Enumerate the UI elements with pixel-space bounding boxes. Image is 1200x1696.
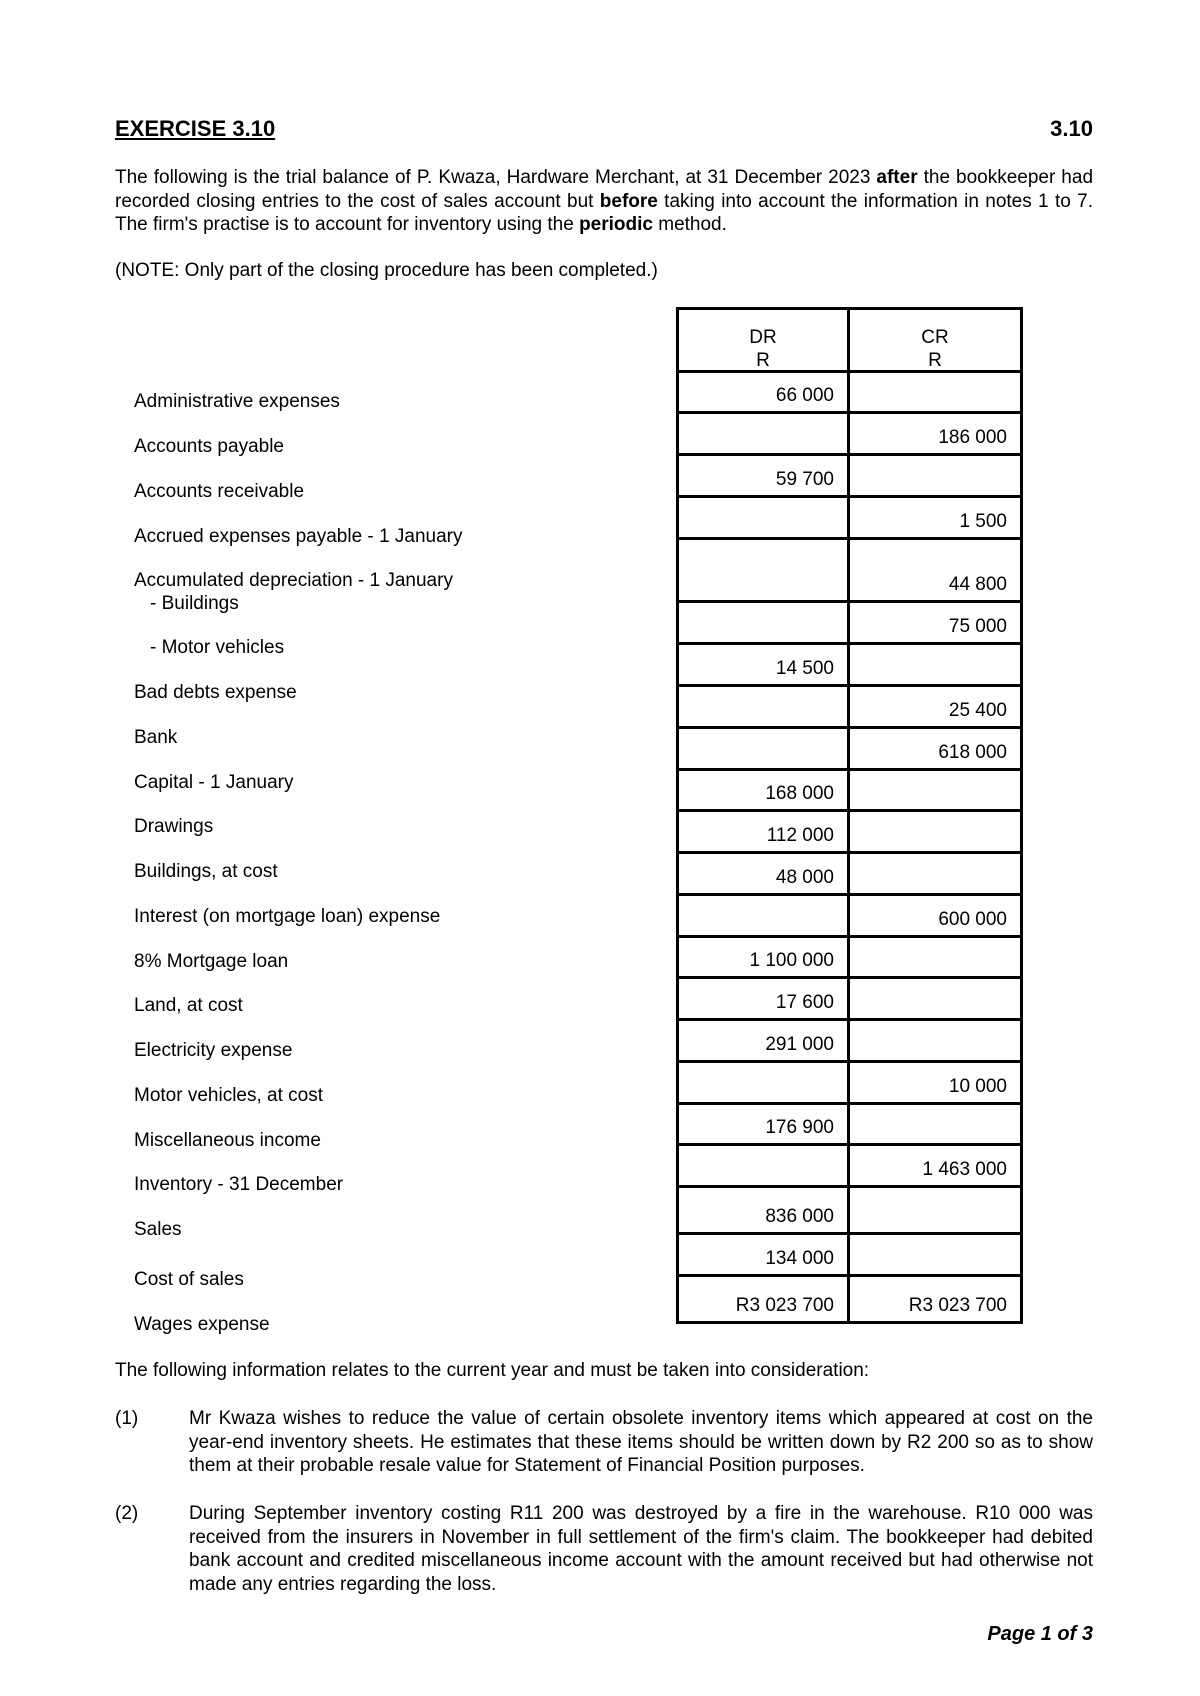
dr-amount: 112 000 <box>766 825 834 846</box>
page-footer: Page 1 of 3 <box>987 1623 1093 1645</box>
dr-cell <box>679 1105 850 1143</box>
dr-amount: 1 100 000 <box>749 950 834 971</box>
note-marker: (2) <box>115 1503 139 1524</box>
intro-text-3: taking into account the information in notes 1 to 7. The firm's practise is to account for inventory using the <box>115 190 1093 235</box>
cr-cell <box>850 603 1020 642</box>
account-label: Sales <box>134 1219 182 1240</box>
account-label: Bank <box>134 727 178 748</box>
cr-cell <box>850 540 1020 600</box>
cr-cell <box>850 414 1020 453</box>
cr-amount: 75 000 <box>948 616 1007 637</box>
cr-cell <box>850 812 1020 851</box>
dr-amount: 48 000 <box>775 867 834 888</box>
table-row <box>679 373 1020 414</box>
dr-cell <box>679 1021 850 1060</box>
dr-amount: 291 000 <box>765 1034 834 1055</box>
cr-amount: 25 400 <box>948 700 1007 721</box>
intro-bold-before: before <box>599 190 658 212</box>
dr-cell <box>679 854 850 893</box>
cr-amount: 1 463 000 <box>922 1159 1007 1180</box>
account-label: Bad debts expense <box>134 682 297 703</box>
cr-header: CR <box>921 327 949 348</box>
account-label: Drawings <box>134 816 214 837</box>
cr-cell <box>850 896 1020 935</box>
account-label: Accounts receivable <box>134 481 305 502</box>
cr-header-cell <box>850 310 1020 370</box>
table-row <box>679 1063 1020 1105</box>
table-row <box>679 854 1020 896</box>
dr-cell <box>679 687 850 726</box>
cr-cell <box>850 979 1020 1018</box>
table-row <box>679 938 1020 979</box>
table-row <box>679 812 1020 854</box>
dr-amount: 836 000 <box>765 1206 834 1227</box>
cr-amount: 186 000 <box>938 427 1007 448</box>
table-row <box>679 1188 1020 1235</box>
note-marker: (1) <box>115 1408 139 1429</box>
table-row <box>679 1021 1020 1063</box>
procedure-note: (NOTE: Only part of the closing procedure has been completed.) <box>115 260 658 281</box>
dr-cell <box>679 1063 850 1102</box>
table-row <box>679 1105 1020 1146</box>
cr-amount: 618 000 <box>938 742 1007 763</box>
dr-amount: 168 000 <box>765 783 834 804</box>
intro-text-2: the bookkeeper had recorded closing entries to the cost of sales account but <box>115 167 1094 212</box>
dr-cell <box>679 603 850 642</box>
dr-amount: 66 000 <box>775 385 834 406</box>
table-row <box>679 414 1020 456</box>
dr-cell <box>679 938 850 976</box>
dr-cell <box>679 498 850 537</box>
account-label: Capital - 1 January <box>134 772 294 793</box>
table-row <box>679 540 1020 603</box>
dr-cell <box>679 540 850 600</box>
account-label: Accumulated depreciation - 1 January <box>134 570 453 591</box>
table-header-row <box>679 310 1020 373</box>
exercise-title: EXERCISE 3.10 <box>115 116 276 141</box>
total-dr-cell <box>679 1277 850 1321</box>
intro-text-1: The following is the trial balance of P. Kwaza, Hardware Merchant, at 31 December 2023 <box>115 167 877 188</box>
cr-cell <box>850 645 1020 684</box>
cr-cell <box>850 1235 1020 1274</box>
exercise-heading <box>115 116 1093 146</box>
account-label: Interest (on mortgage loan) expense <box>134 906 441 927</box>
totals-row <box>679 1277 1020 1324</box>
cr-cell <box>850 687 1020 726</box>
cr-cell <box>850 456 1020 495</box>
table-row <box>679 771 1020 812</box>
cr-amount: 1 500 <box>959 511 1007 532</box>
note-text: Mr Kwaza wishes to reduce the value of certain obsolete inventory items which appeared at cost on the year-end inventory sheets. He estimates that these items should be written down by R2 200 so as to show them at their probable resale value for Statement of Financial Position purposes. <box>189 1408 1093 1476</box>
cr-cell <box>850 854 1020 893</box>
dr-amount: 134 000 <box>765 1248 834 1269</box>
total-dr: R3 023 700 <box>735 1295 834 1316</box>
cr-currency: R <box>928 350 942 371</box>
exercise-number: 3.10 <box>1050 116 1093 141</box>
dr-currency: R <box>756 350 770 371</box>
cr-cell <box>850 729 1020 768</box>
dr-amount: 17 600 <box>775 992 834 1013</box>
table-row <box>679 729 1020 771</box>
dr-amount: 59 700 <box>775 469 834 490</box>
table-row <box>679 1146 1020 1188</box>
total-cr: R3 023 700 <box>908 1295 1007 1316</box>
intro-paragraph <box>115 166 1093 237</box>
table-row <box>679 498 1020 540</box>
dr-cell <box>679 1235 850 1274</box>
dr-cell <box>679 729 850 768</box>
dr-cell <box>679 456 850 495</box>
cr-cell <box>850 1188 1020 1232</box>
cr-cell <box>850 1021 1020 1060</box>
cr-amount: 44 800 <box>948 574 1007 595</box>
cr-cell <box>850 1146 1020 1185</box>
table-row <box>679 687 1020 729</box>
account-label: - Motor vehicles <box>150 637 285 658</box>
dr-cell <box>679 414 850 453</box>
cr-cell <box>850 498 1020 537</box>
dr-cell <box>679 645 850 684</box>
dr-header: DR <box>749 327 777 348</box>
account-label: Buildings, at cost <box>134 861 278 882</box>
dr-cell <box>679 1188 850 1232</box>
account-label: Administrative expenses <box>134 391 340 412</box>
table-row <box>679 979 1020 1021</box>
account-label: Accounts payable <box>134 436 284 457</box>
account-label: Wages expense <box>134 1314 270 1335</box>
dr-amount: 176 900 <box>765 1117 834 1138</box>
account-sublabel: - Buildings <box>150 593 239 614</box>
document-page <box>115 0 1093 1696</box>
dr-amount: 14 500 <box>775 658 834 679</box>
account-label: Miscellaneous income <box>134 1130 321 1151</box>
cr-cell <box>850 1063 1020 1102</box>
dr-cell <box>679 1146 850 1185</box>
account-label: Inventory - 31 December <box>134 1174 344 1195</box>
cr-amount: 600 000 <box>938 909 1007 930</box>
table-row <box>679 603 1020 645</box>
account-label: 8% Mortgage loan <box>134 951 289 972</box>
table-row <box>679 645 1020 687</box>
intro-bold-after: after <box>876 167 918 188</box>
cr-cell <box>850 938 1020 976</box>
cr-cell <box>850 373 1020 411</box>
account-label: Motor vehicles, at cost <box>134 1085 324 1106</box>
intro-text-4: method. <box>652 214 727 235</box>
trial-balance-table <box>676 307 1023 1324</box>
account-label: Electricity expense <box>134 1040 293 1061</box>
cr-amount: 10 000 <box>948 1076 1007 1097</box>
dr-cell <box>679 771 850 809</box>
account-label: Cost of sales <box>134 1269 244 1290</box>
account-label: Accrued expenses payable - 1 January <box>134 526 463 547</box>
table-row <box>679 896 1020 938</box>
table-row <box>679 456 1020 498</box>
dr-cell <box>679 812 850 851</box>
dr-cell <box>679 896 850 935</box>
table-row <box>679 1235 1020 1277</box>
note-text: During September inventory costing R11 200 was destroyed by a fire in the warehouse. R10 000 was received from the insurers in November in full settlement of the firm's claim. The bookkeeper had debited bank account and credited miscellaneous income account with the amount received but had otherwise not made any entries regarding the loss. <box>189 1503 1093 1595</box>
total-cr-cell <box>850 1277 1020 1321</box>
info-intro: The following information relates to the current year and must be taken into consideration: <box>115 1360 870 1381</box>
cr-cell <box>850 771 1020 809</box>
account-label: Land, at cost <box>134 995 243 1016</box>
cr-cell <box>850 1105 1020 1143</box>
dr-cell <box>679 979 850 1018</box>
dr-cell <box>679 373 850 411</box>
intro-bold-periodic: periodic <box>579 214 653 235</box>
dr-header-cell <box>679 310 850 370</box>
